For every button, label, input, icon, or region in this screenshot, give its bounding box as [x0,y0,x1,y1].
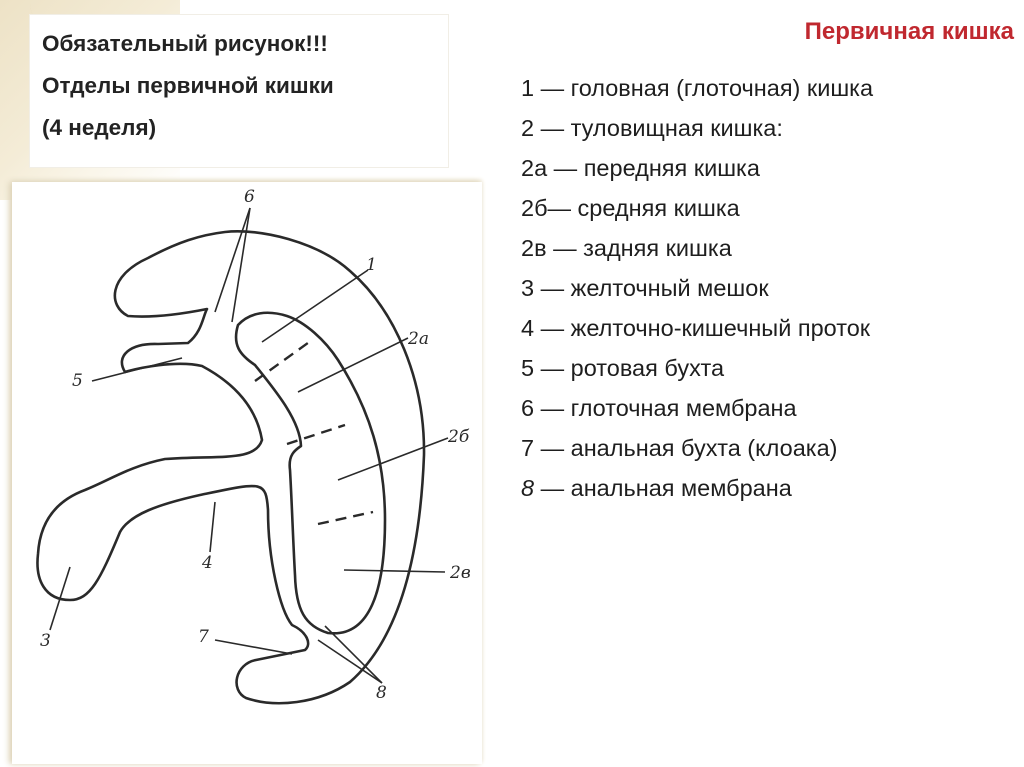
leader-1 [262,270,368,342]
leader-3 [50,567,70,630]
label-2b: 2б [448,427,470,447]
leader-5 [92,358,182,381]
label-1: 1 [366,255,377,275]
dash-boundary-3 [318,512,373,524]
slide-heading: Первичная кишка [804,18,1014,45]
leader-2b [338,438,448,480]
label-2a: 2а [408,329,429,349]
legend [521,74,1016,514]
legend-item-2b: 2б— средняя кишка [521,195,740,221]
leader-6a [215,208,250,312]
label-6: 6 [244,187,255,207]
label-8: 8 [376,683,387,703]
legend-item-3: 3 — желточный мешок [521,275,769,301]
label-2v: 2в [450,563,471,583]
title-line-1: Обязательный рисунок!!! [42,31,328,56]
legend-item-1: 1 — головная (глоточная) кишка [521,75,874,101]
title-line-2: Отделы первичной кишки [42,73,334,98]
legend-item-5: 5 — ротовая бухта [521,355,725,381]
leader-8b [318,640,382,683]
legend-item-2: 2 — туловищная кишка: [521,115,783,141]
legend-item-6: 6 — глоточная мембрана [521,395,797,421]
legend-item-2a: 2а — передняя кишка [521,155,760,181]
leader-7 [215,640,292,654]
label-5: 5 [72,371,83,391]
legend-item-4: 4 — желточно-кишечный проток [521,315,871,341]
legend-item-7: 7 — анальная бухта (клоака) [521,435,838,461]
legend-item-8: 8 — анальная мембрана [521,475,792,501]
embryo-outer-contour [37,231,424,703]
leader-4 [210,502,215,552]
title-line-3: (4 неделя) [42,115,157,140]
legend-item-2v: 2в — задняя кишка [521,235,732,261]
label-4: 4 [202,553,213,573]
leader-6b [232,208,250,322]
leader-2v [344,570,445,572]
dash-boundary-1 [255,340,312,381]
label-3: 3 [40,631,51,651]
label-7: 7 [198,627,209,647]
